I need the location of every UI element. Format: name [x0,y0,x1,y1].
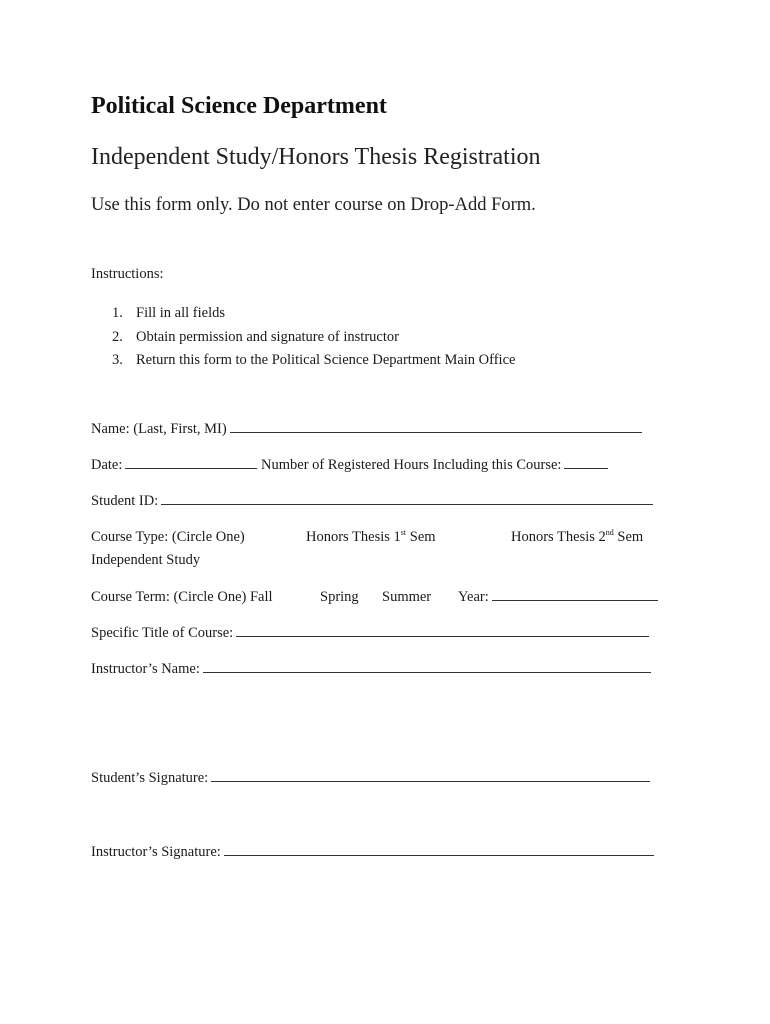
term-option-summer[interactable]: Summer [382,589,432,605]
instructions-list [112,304,515,375]
course-title-blank-line[interactable] [236,624,649,637]
hours-blank-line[interactable] [564,456,608,469]
instruction-text: Return this form to the Political Science Department Main Office [136,352,516,368]
page-title: Political Science Department [91,93,387,119]
instructor-name-label: Instructor’s Name: [91,661,200,677]
term-option-spring[interactable]: Spring [320,589,359,605]
option-thesis-1-text: Honors Thesis 1 [306,529,401,545]
student-id-row [91,492,653,510]
course-type-option-thesis-2[interactable] [511,528,643,546]
option-independent-text: Independent Study [91,552,201,568]
course-type-label: Course Type: (Circle One) [91,529,245,545]
form-title: Independent Study/Honors Thesis Registration [91,144,541,170]
year-label: Year: [458,589,489,605]
course-type-option-independent[interactable] [91,551,200,569]
date-blank-line[interactable] [125,456,257,469]
course-term-row [91,588,273,606]
year-blank-line[interactable] [492,588,658,601]
instructor-signature-blank-line[interactable] [224,843,654,856]
name-row [91,420,642,438]
name-blank-line[interactable] [230,420,642,433]
student-id-blank-line[interactable] [161,492,653,505]
instructor-signature-label: Instructor’s Signature: [91,844,221,860]
course-term-label[interactable]: Course Term: (Circle One) Fall [91,589,273,605]
student-signature-blank-line[interactable] [211,769,650,782]
course-type-option-thesis-1[interactable] [306,528,436,546]
course-type-row [91,528,245,546]
year-field [458,588,658,606]
instruction-text: Obtain permission and signature of instructor [136,328,399,345]
instruction-number: 1. [112,305,123,321]
instructor-signature-row [91,843,654,861]
option-thesis-1-suffix: Sem [406,529,436,545]
instruction-text: Fill in all fields [136,305,226,321]
option-thesis-2-suffix: Sem [613,529,644,545]
option-thesis-2-text: Honors Thesis 2 [511,529,606,545]
option-thesis-1-sup: st [400,528,407,537]
instruction-number: 3. [112,352,123,368]
instruction-item [112,351,515,375]
form-notice: Use this form only. Do not enter course on Drop-Add Form. [91,195,536,215]
name-label: Name: (Last, First, MI) [91,421,227,437]
option-thesis-2-sup: nd [605,528,614,537]
instructions-label: Instructions: [91,266,164,282]
date-row [91,456,608,474]
student-signature-row [91,769,650,787]
instructor-name-blank-line[interactable] [203,660,651,673]
instruction-number: 2. [112,328,123,345]
course-title-label: Specific Title of Course: [91,625,234,641]
instruction-item [112,328,515,352]
student-signature-label: Student’s Signature: [91,770,209,786]
course-title-row [91,624,649,642]
hours-label: Number of Registered Hours Including this Course: [261,457,562,473]
instruction-item [112,304,515,328]
date-label: Date: [91,457,123,473]
instructor-name-row [91,660,651,678]
student-id-label: Student ID: [91,493,159,509]
